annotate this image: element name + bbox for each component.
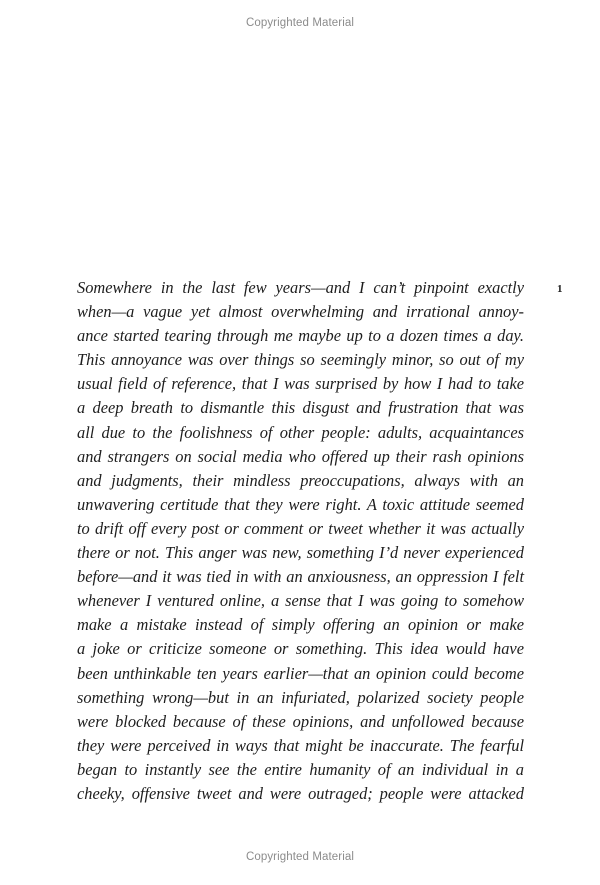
text-line: unwavering certitude that they were right. A toxic attitude seemed — [77, 494, 524, 514]
text-line: when—a vague yet almost overwhelming and irrational annoy- — [77, 302, 524, 322]
text-line: whenever I ventured online, a sense that I was going to somehow — [77, 591, 524, 611]
text-line: Somewhere in the last few years—and I can’t pinpoint exactly — [77, 278, 524, 297]
text-line: usual field of reference, that I was surprised by how I had to take — [77, 374, 524, 394]
text-line: been unthinkable ten years earlier—that an opinion could become — [77, 663, 524, 683]
text-line: make a mistake instead of simply offering an opinion or make — [77, 615, 524, 635]
page-number: 1 — [557, 283, 563, 295]
text-line: a deep breath to dismantle this disgust and frustration that was — [77, 398, 524, 418]
text-line: before—and it was tied in with an anxiousness, an oppression I felt — [77, 567, 524, 587]
text-line: a joke or criticize someone or something. This idea would have — [77, 639, 524, 659]
text-line: something wrong—but in an infuriated, polarized society people — [77, 687, 524, 707]
text-line: to drift off every post or comment or tweet whether it was actually — [77, 518, 524, 538]
copyright-watermark-top: Copyrighted Material — [245, 17, 355, 29]
copyright-watermark-bottom: Copyrighted Material — [245, 851, 355, 863]
text-line: began to instantly see the entire humanity of an individual in a — [77, 759, 524, 779]
text-line: This annoyance was over things so seemingly minor, so out of my — [77, 350, 524, 370]
text-line: there or not. This anger was new, something I’d never experienced — [77, 543, 524, 563]
text-line: ance started tearing through me maybe up to a dozen times a day. — [77, 326, 524, 346]
text-line: and strangers on social media who offered up their rash opinions — [77, 446, 524, 466]
text-line: cheeky, offensive tweet and were outraged; people were attacked — [77, 783, 524, 803]
text-line: all due to the foolishness of other people: adults, acquaintances — [77, 422, 524, 442]
body-text — [77, 276, 524, 806]
text-line: they were perceived in ways that might be inaccurate. The fearful — [77, 735, 524, 755]
text-line: and judgments, their mindless preoccupations, always with an — [77, 470, 524, 490]
text-line: were blocked because of these opinions, and unfollowed because — [77, 711, 524, 731]
